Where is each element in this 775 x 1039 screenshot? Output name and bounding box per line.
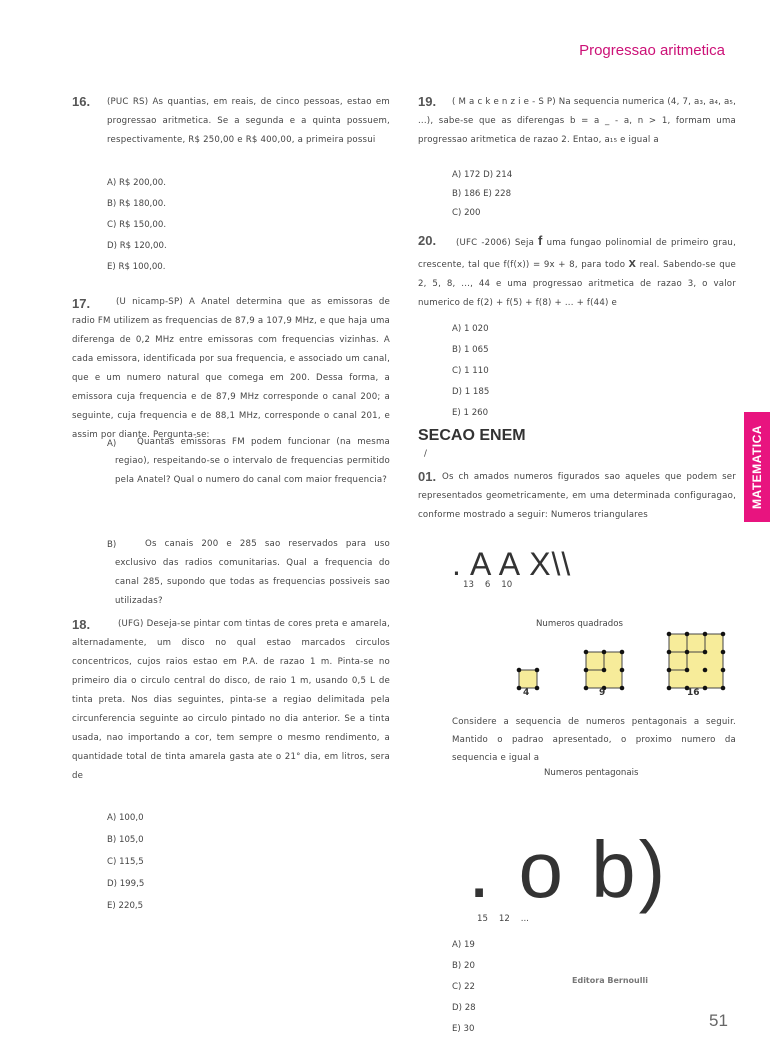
square-3x3: [584, 650, 625, 691]
option: B) 20: [452, 961, 475, 971]
section-heading: SECAO ENEM: [418, 427, 526, 444]
option: D) 28: [452, 1003, 476, 1013]
square-number-label: 16: [687, 688, 700, 698]
side-tab-label: MATEMATICA: [750, 425, 764, 509]
triangular-numbers: 13 6 10: [463, 580, 513, 590]
option: A) 100,0: [107, 813, 144, 823]
question-text: (UFG) Deseja-se pintar com tintas de cores preta e amarela, alternadamente, um disco no qual estao marcados circulos concentricos, cujos raios estao em P.A. de razao 1 m. Pinta-se no primeiro dia o circulo central do disco, de raio 1 m, usando 0,5 L de tinta preta. Nos dias seguintes, pinta-se a regiao delimitada pela circunferencia seguinte ao circulo pintado no dia anterior. Se a tinta usada, nao importando a cor, tem sempre o mesmo rendimento, a quantidade total de tinta amarela gasta ate o 21° dia, em litros, sera de: [72, 619, 390, 781]
question-options: [452, 323, 489, 428]
option: A) R$ 200,00.: [107, 178, 166, 188]
option: C) 22: [452, 982, 476, 992]
pentagonal-numbers-label: Numeros pentagonais: [544, 768, 639, 778]
triangular-figure: [452, 546, 571, 583]
question-text-part: uma fungao polinomial de primeiro grau, crescente, tal que f(f(x)) = 9x + 8, para todo: [418, 238, 737, 270]
pentagonal-figure: . o b): [468, 825, 669, 914]
item-label: A): [107, 439, 117, 449]
square-number-label: 9: [599, 688, 606, 698]
question-options: [107, 812, 144, 922]
option: D) R$ 120,00.: [107, 241, 167, 251]
option: B) R$ 180,00.: [107, 199, 166, 209]
option: A) 172 D) 214: [452, 170, 513, 180]
option: E) R$ 100,00.: [107, 262, 166, 272]
question-text: (U nicamp-SP) A Anatel determina que as emissoras de radio FM utilizem as frequencias de 87,9 a 107,9 MHz, e que haja uma diferenga de 0,2 MHz entre emissoras com frequencias vizinhas. A cada emissora, identificada por sua frequencia, e associado um canal, que e um numero natural que comega em 200. Dessa forma, a emissora cuja frequencia e de 87,9 MHz corresponde o canal 200; a seguinte, cuja frequencia e de 88,1 MHz, corresponde o canal 201, e assim por diante. Pergunta-se:: [72, 297, 390, 440]
section-title: Progressao aritmetica: [579, 42, 725, 59]
option: D) 1 185: [452, 387, 490, 397]
question-text: Considere a sequencia de numeros pentagonais a seguir. Mantido o padrao apresentado, o proximo numero da sequencia e igual a: [452, 717, 736, 763]
option: C) 1 110: [452, 366, 489, 376]
side-tab: [744, 412, 770, 522]
square-numbers-label: Numeros quadrados: [536, 619, 623, 629]
question-options: [452, 939, 476, 1039]
square-2x2: [517, 668, 540, 691]
question-number: 16.: [72, 94, 91, 109]
question-options: [107, 177, 167, 282]
question-options: [452, 169, 512, 226]
square-numbers-figure: [510, 630, 735, 700]
question-number: 20.: [418, 233, 437, 248]
question-text: [418, 231, 736, 313]
option: C) R$ 150,00.: [107, 220, 167, 230]
question-text-part: real. Sabendo-se que 2, 5, 8, ..., 44 e uma progressao aritmetica de razao 3, o valor numerico de f(2) + f(5) + f(8) + ... + f(44) e: [418, 260, 736, 308]
option: E) 220,5: [107, 901, 144, 911]
publisher-name: Editora Bernoulli: [572, 976, 648, 985]
question-number: 17.: [72, 296, 91, 311]
option: A) 19: [452, 940, 475, 950]
question-number: 19.: [418, 94, 437, 109]
question-text: (PUC RS) As quantias, em reais, de cinco pessoas, estao em progressao aritmetica. Se a segunda e a quinta possuem, respectivamente, R$ 250,00 e R$ 400,00, a primeira possui: [107, 97, 390, 145]
option: B) 105,0: [107, 835, 144, 845]
variable-symbol: x: [628, 255, 637, 270]
option: B) 186 E) 228: [452, 189, 512, 199]
option: C) 200: [452, 208, 481, 218]
item-text: Quantas emissoras FM podem funcionar (na mesma regiao), respeitando-se o intervalo de frequencias permitido pela Anatel? Qual o numero do canal com maior frequencia?: [115, 437, 390, 485]
function-symbol: f: [538, 233, 543, 248]
question-text: ( M a c k e n z i e - S P) Na sequencia numerica (4, 7, a₃, a₄, a₅, ...), sabe-se que as diferengas b = a _ - a, n > 1, formam uma progressao aritmetica de razao 2. Entao, a₁₅ e igual a: [418, 97, 736, 145]
option: E) 1 260: [452, 408, 489, 418]
option: E) 30: [452, 1024, 475, 1034]
question-number: 01.: [418, 469, 437, 484]
square-number-label: 4: [523, 688, 530, 698]
item-text: Os canais 200 e 285 sao reservados para uso exclusivo das radios comunitarias. Qual a frequencia do canal 285, supondo que todas as frequencias possiveis sao utilizadas?: [115, 539, 390, 606]
option: B) 1 065: [452, 345, 489, 355]
question-text: Os ch amados numeros figurados sao aqueles que podem ser representados geometricamente, em uma determinada configuragao, conforme mostrado a seguir: Numeros triangulares: [418, 472, 736, 520]
option: D) 199,5: [107, 879, 145, 889]
option: C) 115,5: [107, 857, 144, 867]
question-text-part: (UFC -2006) Seja: [456, 238, 535, 248]
heading-slash: /: [424, 449, 427, 459]
square-4x4: [667, 632, 726, 691]
page-number: 51: [709, 1011, 728, 1030]
option: A) 1 020: [452, 324, 489, 334]
item-label: B): [107, 540, 117, 550]
pentagonal-numbers: 15 12 ...: [477, 914, 529, 924]
triangular-figure-text: . A A X\\: [452, 546, 572, 582]
question-number: 18.: [72, 617, 91, 632]
